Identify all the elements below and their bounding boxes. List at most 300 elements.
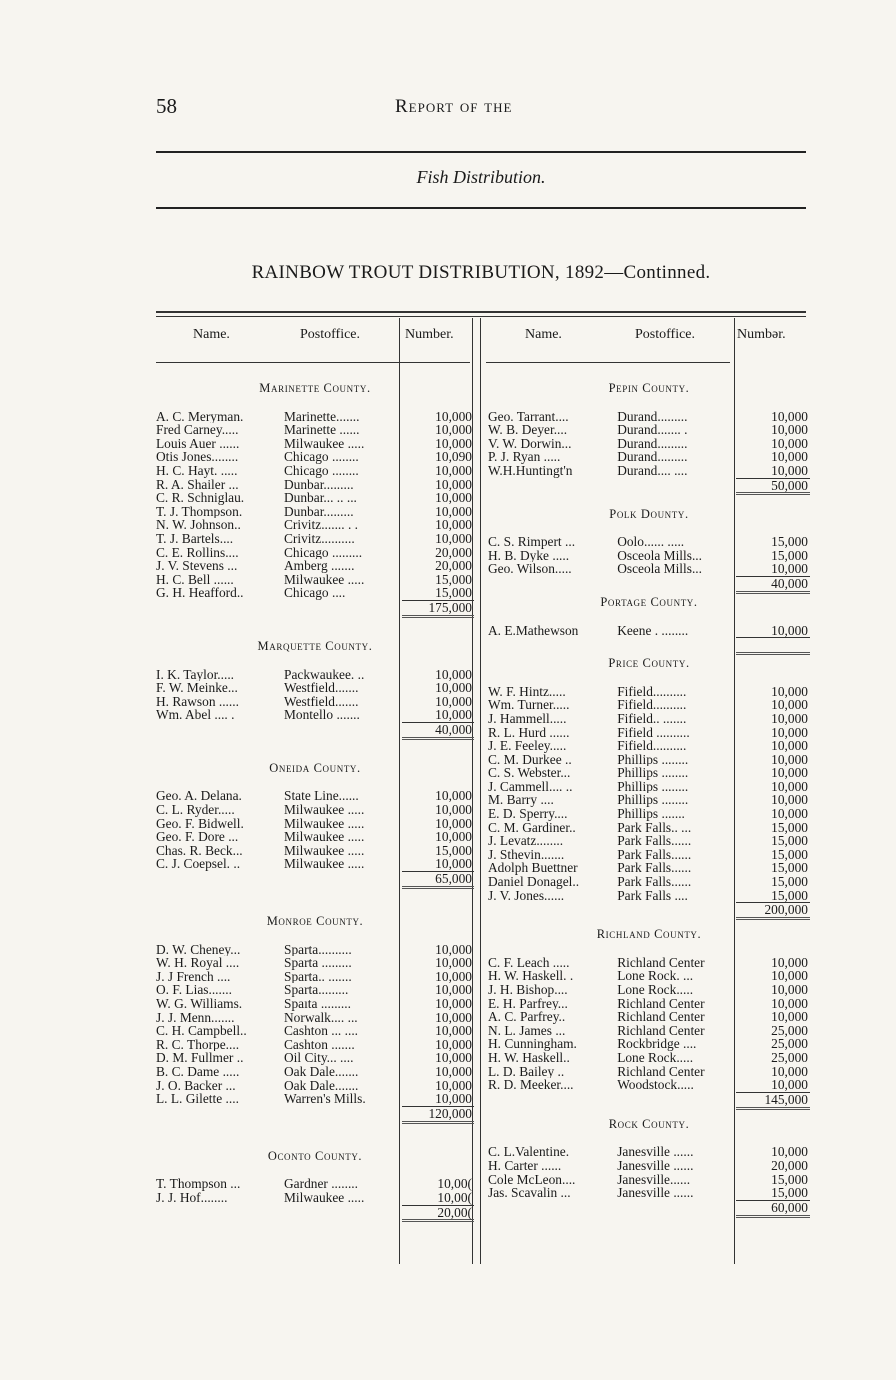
table-row <box>488 983 810 997</box>
county-heading: Monroe County. <box>266 914 364 929</box>
table-row <box>156 1024 474 1038</box>
postoffice: Dunbar......... <box>284 504 354 519</box>
county-heading: Richland County. <box>596 927 702 942</box>
table-row <box>488 712 810 726</box>
recipient-name: H. B. Dyke ..... <box>488 548 570 563</box>
recipient-name: C. H. Campbell.. <box>156 1024 247 1038</box>
fish-number: 10,000 <box>435 968 472 984</box>
recipient-name: C. S. Rimpert ... <box>488 535 576 549</box>
postoffice: Phillips ........ <box>617 793 689 808</box>
postoffice: Chicago ......... <box>284 545 363 560</box>
county-spacer <box>156 929 474 943</box>
table-row <box>488 821 810 835</box>
fish-number: 10,000 <box>435 422 472 438</box>
recipient-name: C. L.Valentine. <box>488 1145 570 1159</box>
county-total: 65,000 <box>402 871 474 889</box>
recipient-name: Geo. Wilson..... <box>488 562 572 576</box>
table-row <box>156 983 474 997</box>
county-total-row <box>488 1200 810 1218</box>
table-row <box>488 807 810 821</box>
table-row <box>488 624 810 638</box>
fish-number: 10,000 <box>435 408 472 424</box>
postoffice: Crivitz.......... <box>284 531 355 546</box>
county-total-row <box>488 1092 810 1110</box>
postoffice: Phillips ........ <box>617 752 689 767</box>
table-row <box>156 956 474 970</box>
table-row <box>488 535 810 549</box>
table-row <box>488 1051 810 1065</box>
fish-number: 25,000 <box>771 1036 808 1052</box>
postoffice: Amberg ....... <box>284 559 355 573</box>
postoffice: Fifield.......... <box>617 739 687 753</box>
recipient-name: E. D. Sperry.... <box>488 807 568 821</box>
fish-number: 15,000 <box>771 874 808 890</box>
fish-number: 10,000 <box>771 449 808 465</box>
header-postoffice-right: Postoffice. <box>635 327 696 342</box>
recipient-name: C. J. Coepsel. .. <box>156 857 241 872</box>
table-row <box>488 1024 810 1038</box>
postoffice: Packwaukee. .. <box>284 667 365 682</box>
county-gap <box>156 618 474 640</box>
fish-number: 10,000 <box>771 738 808 754</box>
recipient-name: J. J French .... <box>156 969 231 984</box>
fish-number: 10,00( <box>437 1176 472 1192</box>
postoffice: Milwaukee ..... <box>284 816 365 831</box>
table-row <box>156 1011 474 1025</box>
table-row <box>156 789 474 803</box>
table-row <box>488 423 810 437</box>
recipient-name: Geo. F. Bidwell. <box>156 816 244 831</box>
postoffice: Sparta ......... <box>284 956 352 970</box>
page-number: 58 <box>156 94 177 118</box>
postoffice: Park Falls...... <box>617 834 692 848</box>
county-total: 120,000 <box>402 1106 474 1124</box>
recipient-name: A. E.Mathewson <box>488 623 579 638</box>
table-row <box>488 1159 810 1173</box>
postoffice: Sparta.......... <box>284 942 352 957</box>
table-row <box>156 1177 474 1191</box>
postoffice: Westfield....... <box>284 694 359 709</box>
table-row <box>488 410 810 424</box>
fish-number: 10,000 <box>435 1023 472 1039</box>
recipient-name: C. E. Rollins.... <box>156 545 239 560</box>
fish-number: 20,000 <box>435 544 472 560</box>
table-row <box>156 681 474 695</box>
county-total-row <box>156 1205 474 1223</box>
header-rule-left <box>156 362 470 363</box>
postoffice: Richland Center <box>617 1023 705 1038</box>
county-heading: Oconto County. <box>267 1148 363 1163</box>
postoffice: Dunbar... .. ... <box>284 491 357 505</box>
postoffice: Milwaukee ..... <box>284 436 365 451</box>
table-row <box>156 943 474 957</box>
header-postoffice-left: Postoffice. <box>300 327 361 342</box>
county-gap <box>156 1124 474 1150</box>
table-row <box>488 834 810 848</box>
table-row <box>156 437 474 451</box>
recipient-name: Chas. R. Beck... <box>156 843 243 858</box>
recipient-name: J. E. Feeley..... <box>488 739 567 753</box>
fish-number: 10,000 <box>771 1009 808 1025</box>
table-row <box>488 726 810 740</box>
recipient-name: C. M. Gardiner.. <box>488 820 576 835</box>
table-row <box>488 685 810 699</box>
postoffice: Westfield....... <box>284 681 359 695</box>
table-row <box>156 559 474 573</box>
fish-number: 10,000 <box>435 941 472 957</box>
recipient-name: Adolph Buettner <box>488 861 578 876</box>
recipient-name: Wm. Abel .... . <box>156 708 235 722</box>
table-row <box>488 1010 810 1024</box>
fish-number: 10,000 <box>435 802 472 818</box>
fish-number: 15,000 <box>771 887 808 903</box>
fish-number: 10,000 <box>771 622 808 638</box>
header-number-left: Number. <box>405 327 454 342</box>
table-top-rule <box>156 311 806 313</box>
fish-number: 10,000 <box>435 996 472 1011</box>
table-row <box>156 857 474 871</box>
table-row <box>488 1145 810 1159</box>
county-total-row <box>156 871 474 889</box>
fish-number: 10,000 <box>771 792 808 808</box>
fish-number: 15,000 <box>435 842 472 858</box>
fish-number: 15,000 <box>771 547 808 563</box>
table-row <box>488 997 810 1011</box>
county-spacer <box>156 396 474 410</box>
postoffice: Oak Dale....... <box>284 1064 359 1079</box>
table-row <box>156 586 474 600</box>
postoffice: Norwalk.... ... <box>284 1010 358 1025</box>
fish-number: 10,000 <box>435 955 472 971</box>
fish-number: 10,000 <box>771 1063 808 1079</box>
table-top-rule-2 <box>156 316 806 317</box>
postoffice: Durand......... <box>617 436 688 451</box>
recipient-name: H. Rawson ...... <box>156 694 239 709</box>
recipient-name: J. J. Hof........ <box>156 1190 228 1205</box>
recipient-name: H. Cunningham. <box>488 1037 577 1051</box>
county-gap <box>156 740 474 762</box>
recipient-name: T. Thompson ... <box>156 1177 241 1191</box>
recipient-name: J. O. Backer ... <box>156 1078 236 1093</box>
postoffice: Marinette ...... <box>284 423 360 437</box>
postoffice: Durand....... . <box>617 423 688 437</box>
fish-number: 10,000 <box>435 517 472 533</box>
recipient-name: C. F. Leach ..... <box>488 955 570 970</box>
postoffice: Fifield.......... <box>617 698 687 712</box>
table-row <box>156 668 474 682</box>
county-heading: Rock County. <box>608 1116 690 1131</box>
table-row <box>488 766 810 780</box>
county-spacer <box>488 610 810 624</box>
fish-number: 15,000 <box>771 819 808 835</box>
county-total-rule <box>736 637 810 655</box>
recipient-name: T. J. Bartels.... <box>156 531 234 546</box>
postoffice: Sparta.. ....... <box>284 969 352 984</box>
recipient-name: H. Carter ...... <box>488 1158 562 1173</box>
fish-number: 15,000 <box>771 534 808 550</box>
fish-number: 10,000 <box>435 462 472 478</box>
table-row <box>156 478 474 492</box>
recipient-name: T. J. Thompson. <box>156 504 243 519</box>
county-total-row <box>488 637 810 655</box>
table-row <box>488 889 810 903</box>
table-row <box>488 1186 810 1200</box>
postoffice: Marinette....... <box>284 409 360 424</box>
section-rule <box>156 207 806 209</box>
county-spacer <box>156 1164 474 1178</box>
table-row <box>488 956 810 970</box>
postoffice: Milwaukee ..... <box>284 857 365 872</box>
county-spacer <box>156 776 474 790</box>
recipient-name: W. H. Royal .... <box>156 956 240 970</box>
recipient-name: H. C. Bell ...... <box>156 572 234 587</box>
fish-number: 20,000 <box>771 1157 808 1173</box>
header-name-left: Name. <box>193 327 230 342</box>
table-row <box>156 532 474 546</box>
recipient-name: F. W. Meinke... <box>156 681 238 695</box>
postoffice: Janesville ...... <box>617 1186 694 1200</box>
fish-number: 10,000 <box>771 954 808 970</box>
recipient-name: Daniel Donagel.. <box>488 875 580 889</box>
postoffice: Phillips ....... <box>617 807 685 821</box>
recipient-name: C. S. Webster... <box>488 766 571 780</box>
table-row <box>156 1038 474 1052</box>
table-row <box>156 803 474 817</box>
fish-number: 10,000 <box>771 561 808 577</box>
recipient-name: Geo. F. Dore ... <box>156 830 239 844</box>
recipient-name: A. C. Meryman. <box>156 409 244 424</box>
fish-number: 10,000 <box>771 1144 808 1160</box>
postoffice: Milwaukee ..... <box>284 803 365 817</box>
county-total-row <box>488 902 810 920</box>
fish-number: 10,000 <box>771 435 808 451</box>
postoffice: Lone Rock..... <box>617 983 694 997</box>
recipient-name: A. C. Parfrey.. <box>488 1010 566 1024</box>
recipient-name: Otis Jones........ <box>156 450 239 464</box>
fish-number: 10,000 <box>435 1036 472 1052</box>
fish-number: 10,000 <box>771 982 808 997</box>
recipient-name: J. Levatz........ <box>488 834 564 848</box>
recipient-name: Geo. Tarrant.... <box>488 409 569 424</box>
postoffice: Park Falls .... <box>617 888 688 903</box>
county-gap <box>488 496 810 508</box>
recipient-name: V. W. Dorwin... <box>488 436 572 451</box>
county-heading: Portage County. <box>600 594 698 609</box>
fish-number: 10,000 <box>435 435 472 451</box>
fish-number: 10,000 <box>435 680 472 696</box>
recipient-name: J. J. Menn....... <box>156 1010 235 1025</box>
postoffice: Chicago ........ <box>284 450 359 464</box>
top-rule <box>156 151 806 153</box>
county-spacer <box>488 396 810 410</box>
county-spacer <box>488 942 810 956</box>
postoffice: Crivitz....... . . <box>284 518 359 532</box>
fish-number: 10,000 <box>771 683 808 699</box>
postoffice: Chicago ........ <box>284 463 359 478</box>
header-name-right: Name. <box>525 327 562 342</box>
fish-number: 25,000 <box>771 1022 808 1038</box>
fish-number: 10,000 <box>771 462 808 478</box>
table-row <box>156 1079 474 1093</box>
table-row <box>488 793 810 807</box>
table-row <box>156 830 474 844</box>
postoffice: Durand.... .... <box>617 463 688 478</box>
table-row <box>488 698 810 712</box>
postoffice: Janesville...... <box>617 1172 691 1187</box>
fish-number: 10,000 <box>435 1050 472 1066</box>
fish-number: 15,000 <box>435 585 472 601</box>
recipient-name: H. W. Haskell. . <box>488 969 574 983</box>
recipient-name: J. Sthevin....... <box>488 847 565 862</box>
table-title: RAINBOW TROUT DISTRIBUTION, 1892—Continned. <box>251 262 711 283</box>
fish-number: 10,000 <box>435 1091 472 1107</box>
table-row <box>156 1092 474 1106</box>
postoffice: Phillips ........ <box>617 766 689 780</box>
county-total-row <box>156 600 474 618</box>
recipient-name: Jas. Scavalin ... <box>488 1186 571 1200</box>
county-spacer <box>488 1132 810 1146</box>
county-heading: Marquette County. <box>257 638 373 653</box>
fish-number: 10,000 <box>771 724 808 740</box>
county-total: 20,00( <box>402 1205 474 1223</box>
recipient-name: R. L. Hurd ...... <box>488 725 570 740</box>
fish-number: 10,000 <box>771 765 808 781</box>
recipient-name: R. D. Meeker.... <box>488 1078 574 1092</box>
fish-number: 10,000 <box>435 530 472 546</box>
county-total: 50,000 <box>736 478 810 496</box>
fish-number: 10,000 <box>771 995 808 1011</box>
fish-number: 15,000 <box>771 1171 808 1187</box>
postoffice: Spaıta ......... <box>284 997 351 1011</box>
postoffice: Park Falls...... <box>617 861 692 876</box>
postoffice: Cashton ... .... <box>284 1024 359 1038</box>
postoffice: Oil City... .... <box>284 1051 354 1065</box>
county-spacer <box>488 671 810 685</box>
recipient-name: Louis Auer ...... <box>156 436 240 451</box>
left-column <box>156 382 474 1223</box>
recipient-name: L. L. Gilette .... <box>156 1092 239 1106</box>
table-row <box>156 546 474 560</box>
postoffice: Cashton ....... <box>284 1037 355 1052</box>
postoffice: State Line...... <box>284 789 359 804</box>
recipient-name: J. V. Stevens ... <box>156 559 238 573</box>
recipient-name: W.H.Huntingt'n <box>488 463 573 478</box>
table-row <box>156 997 474 1011</box>
county-total: 175,000 <box>402 600 474 618</box>
recipient-name: W. F. Hintz..... <box>488 684 566 699</box>
county-total: 200,000 <box>736 902 810 920</box>
right-column <box>488 382 810 1218</box>
table-row <box>488 780 810 794</box>
postoffice: Dunbar......... <box>284 477 354 492</box>
fish-number: 10,000 <box>771 1077 808 1093</box>
recipient-name: Cole McLeon.... <box>488 1172 576 1187</box>
postoffice: Janesville ...... <box>617 1158 694 1173</box>
recipient-name: C. R. Schniglau. <box>156 491 245 505</box>
postoffice: Richland Center <box>617 1010 705 1024</box>
recipient-name: E. H. Parfrey... <box>488 996 568 1011</box>
table-row <box>156 708 474 722</box>
postoffice: Sparta......... <box>284 983 349 997</box>
table-row <box>156 505 474 519</box>
recipient-name: O. F. Lias....... <box>156 983 232 997</box>
postoffice: Montello ....... <box>284 708 360 722</box>
header-number-right: Numbər. <box>737 327 786 342</box>
recipient-name: Geo. A. Delana. <box>156 789 242 804</box>
postoffice: Durand......... <box>617 409 688 424</box>
postoffice: Keene . ........ <box>617 623 689 638</box>
postoffice: Park Falls.. ... <box>617 820 692 835</box>
recipient-name: D. W. Cheney... <box>156 942 241 957</box>
recipient-name: W. G. Williams. <box>156 997 243 1011</box>
recipient-name: B. C. Dame ..... <box>156 1064 240 1079</box>
recipient-name: D. M. Fullmer .. <box>156 1051 244 1065</box>
recipient-name: J. Cammell.... .. <box>488 779 573 794</box>
fish-number: 10,000 <box>435 982 472 998</box>
recipient-name: P. J. Ryan ..... <box>488 450 561 464</box>
fish-number: 10,000 <box>435 788 472 804</box>
table-row <box>156 1051 474 1065</box>
county-total-row <box>156 722 474 740</box>
recipient-name: L. D. Bailey .. <box>488 1064 565 1079</box>
county-heading: Polk Dounty. <box>609 506 689 521</box>
table-row <box>156 573 474 587</box>
fish-number: 10,000 <box>435 503 472 519</box>
postoffice: Milwaukee ..... <box>284 830 365 844</box>
header-rule-right <box>486 362 730 363</box>
table-row <box>488 753 810 767</box>
fish-number: 10,000 <box>435 490 472 506</box>
county-spacer <box>156 654 474 668</box>
table-row <box>488 739 810 753</box>
fish-number: 10,000 <box>435 815 472 831</box>
county-spacer <box>488 522 810 536</box>
county-total-row <box>488 576 810 594</box>
postoffice: Park Falls...... <box>617 847 692 862</box>
fish-number: 15,000 <box>771 833 808 849</box>
postoffice: Milwaukee ..... <box>284 843 365 858</box>
table-row <box>488 1078 810 1092</box>
postoffice: Osceola Mills... <box>617 562 702 576</box>
postoffice: Durand......... <box>617 450 688 464</box>
postoffice: Phillips ........ <box>617 779 689 794</box>
fish-number: 10,000 <box>771 751 808 767</box>
col-divider-center <box>480 318 481 1264</box>
postoffice: Oak Dale....... <box>284 1078 359 1093</box>
postoffice: Park Falls...... <box>617 875 692 889</box>
postoffice: Janesville ...... <box>617 1145 694 1159</box>
recipient-name: J. Hammell..... <box>488 711 567 726</box>
postoffice: Chicago .... <box>284 586 346 600</box>
fish-number: 15,000 <box>771 846 808 862</box>
recipient-name: N. L. James ... <box>488 1023 566 1038</box>
recipient-name: M. Barry .... <box>488 793 554 808</box>
table-row <box>488 437 810 451</box>
county-total: 40,000 <box>402 722 474 740</box>
county-total-row <box>156 1106 474 1124</box>
fish-number: 10,000 <box>435 1063 472 1079</box>
table-row <box>156 970 474 984</box>
table-row <box>488 1065 810 1079</box>
fish-number: 10,000 <box>771 806 808 822</box>
postoffice: Fifield .......... <box>617 725 690 740</box>
postoffice: Richland Center <box>617 996 705 1011</box>
postoffice: Lone Rock..... <box>617 1050 694 1065</box>
recipient-name: Wm. Turner..... <box>488 698 570 712</box>
table-row <box>488 549 810 563</box>
recipient-name: C. L. Ryder..... <box>156 803 235 817</box>
table-row <box>488 562 810 576</box>
